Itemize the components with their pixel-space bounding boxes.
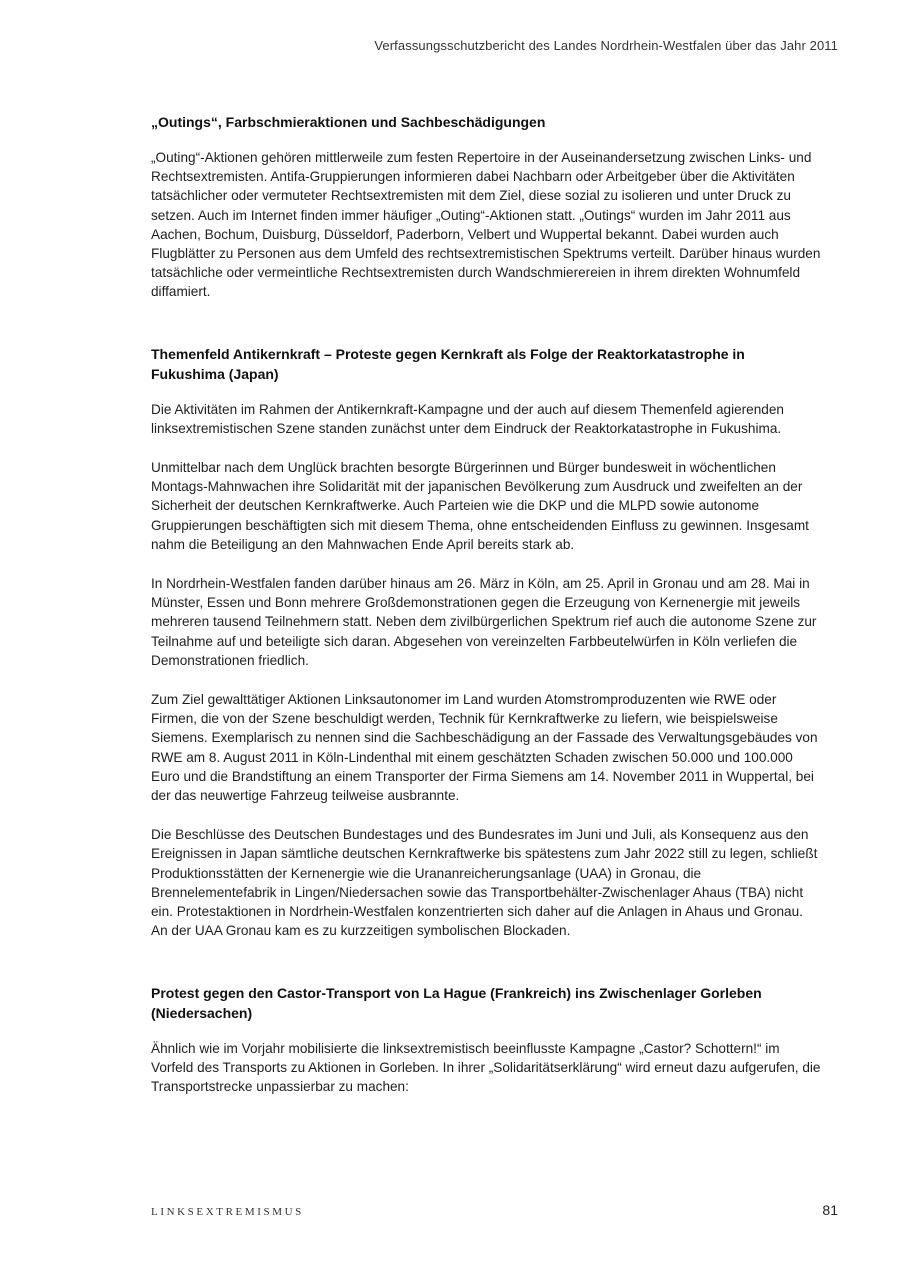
paragraph: Die Aktivitäten im Rahmen der Antikernkraft-Kampagne und der auch auf diesem Themenfeld agierenden linksextremistischen Szene standen zunächst unter dem Eindruck der Reaktorkatastrophe in Fukushima.: [151, 401, 784, 436]
footer-chapter-label: LINKSEXTREMISMUS: [151, 1206, 304, 1218]
paragraph: Zum Ziel gewalttätiger Aktionen Linksautonomer im Land wurden Atomstromproduzenten wie RWE oder Firmen, die von der Szene beschuldigt werden, Technik für Kernkraftwerke zu liefern, wie beispielsweise Siemens. Exemplarisch zu nennen sind die Sachbeschädigung an der Fassade des Verwaltungsgebäudes von RWE am 8. August 2011 in Köln-Lindenthal mit einem geschätzten Schaden zwischen 50.000 und 100.000 Euro und die Brandstiftung an einem Transporter der Firma Siemens am 14. November 2011 in Wuppertal, bei der das neuwertige Fahrzeug teilweise ausbrannte.: [151, 692, 818, 804]
paragraph: Unmittelbar nach dem Unglück brachten besorgte Bürgerinnen und Bürger bundesweit in wöchentlichen Montags-Mahnwachen ihre Solidarität mit der japanischen Bevölkerung zum Ausdruck und zweifelten an der Sicherheit der deutschen Kernkraftwerke. Auch Parteien wie die DKP und die MLPD sowie autonome Gruppierungen beschäftigten sich mit diesem Thema, ohne entscheidenden Einfluss zu gewinnen. Insgesamt nahm die Beteiligung an den Mahnwachen Ende April bereits stark ab.: [151, 460, 809, 552]
section-heading-castor: Protest gegen den Castor-Transport von La Hague (Frankreich) ins Zwischenlager Gorleben (Niedersachen): [151, 984, 762, 1021]
paragraph: In Nordrhein-Westfalen fanden darüber hinaus am 26. März in Köln, am 25. April in Gronau und am 28. Mai in Münster, Essen und Bonn mehrere Großdemonstrationen gegen die Erzeugung von Kernenergie mit jeweils mehreren tausend Teilnehmern statt. Neben dem zivilbürgerlichen Spektrum rief auch die autonome Szene zur Teilnahme auf und beteiligte sich daran. Abgesehen von vereinzelten Farbbeutelwürfen in Köln verliefen die Demonstrationen friedlich.: [151, 576, 817, 668]
paragraph: „Outing“-Aktionen gehören mittlerweile zum festen Repertoire in der Auseinandersetzung zwischen Links- und Rechtsextremisten. Antifa-Gruppierungen informieren dabei Nachbarn oder Arbeitgeber über die Aktivitäten tatsächlicher oder vermuteter Rechtsextremisten mit dem Ziel, diese sozial zu isolieren und unter Druck zu setzen. Auch im Internet finden immer häufiger „Outing“-Aktionen statt. „Outings“ wurden im Jahr 2011 aus Aachen, Bochum, Duisburg, Düsseldorf, Paderborn, Velbert und Wuppertal bekannt. Dabei wurden auch Flugblätter zu Personen aus dem Umfeld des rechtsextremistischen Spektrums verteilt. Darüber hinaus wurden tatsächliche oder vermeintliche Rechtsextremisten durch Wandschmierereien in ihrem direkten Wohnumfeld diffamiert.: [151, 150, 821, 300]
paragraph: Die Beschlüsse des Deutschen Bundestages und des Bundesrates im Juni und Juli, als Konsequenz aus den Ereignissen in Japan sämtliche deutschen Kernkraftwerke bis spätestens zum Jahr 2022 still zu legen, schließt Produktionsstätten der Kernenergie wie die Urananreicherungsanlage (UAA) in Gronau, die Brennelementefabrik in Lingen/Niedersachen sowie das Transportbehälter-Zwischenlager Ahaus (TBA) nicht ein. Protestaktionen in Nordrhein-Westfalen konzentrierten sich daher auf die Anlagen in Ahaus und Gronau. An der UAA Gronau kam es zu kurzzeitigen symbolischen Blockaden.: [151, 827, 818, 939]
section-spacer: [151, 322, 821, 344]
paragraph: Ähnlich wie im Vorjahr mobilisierte die linksextremistisch beeinflusste Kampagne „Castor? Schottern!“ im Vorfeld des Transports zu Aktionen in Gorleben. In ihrer „Solidaritätserklärung“ wird erneut dazu aufgerufen, die Transportstrecke unpassierbar zu machen:: [151, 1040, 821, 1094]
page-number: 81: [822, 1202, 838, 1218]
running-header: Verfassungsschutzbericht des Landes Nordrhein-Westfalen über das Jahr 2011: [374, 38, 838, 53]
page-body: [151, 112, 821, 1116]
section-heading-outings: „Outings“, Farbschmieraktionen und Sachbeschädigungen: [151, 114, 546, 130]
section-spacer: [151, 961, 821, 983]
section-heading-antikernkraft: Themenfeld Antikernkraft – Proteste gegen Kernkraft als Folge der Reaktorkatastrophe in Fukushima (Japan): [151, 345, 745, 382]
